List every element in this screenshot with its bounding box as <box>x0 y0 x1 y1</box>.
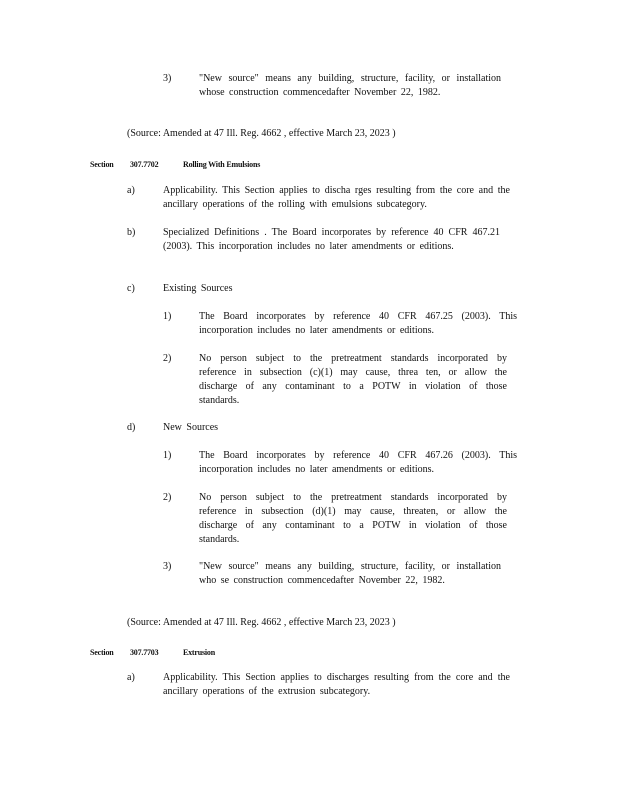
section-number: 307.7702 <box>130 160 159 169</box>
subsection-label: b) <box>127 227 136 238</box>
section-word: Section <box>90 648 114 657</box>
subsection-label: d) <box>127 422 136 433</box>
subsection-label: a) <box>127 672 135 683</box>
source-note-2: (Source: Amended at 47 Ill. Reg. 4662 , effective March 23, 2023 ) <box>127 617 396 628</box>
section-word: Section <box>90 160 114 169</box>
item-text: No person subject to the pretreatment standards incorporated by reference in subsection (c)(1) may cause, threa ten, or allow the discharge of any contaminant to a POTW in violation of those standards. <box>199 353 507 406</box>
subsection-text: Applicability. This Section applies to discha rges resulting from the core and the ancillary operations of the rolling with emulsions subcategory. <box>163 185 510 210</box>
section-title: Extrusion <box>183 648 215 657</box>
subsection-heading: New Sources <box>163 422 219 433</box>
item-text: The Board incorporates by reference 40 CFR 467.25 (2003). This incorporation includes no later amendments or editions. <box>199 311 517 336</box>
subsection-label: a) <box>127 185 135 196</box>
subsection-text: Specialized Definitions . The Board incorporates by reference 40 CFR 467.21 (2003). This incorporation includes no later amendments or editions. <box>163 227 500 252</box>
item-text: The Board incorporates by reference 40 CFR 467.26 (2003). This incorporation includes no later amendments or editions. <box>199 450 517 475</box>
subsection-text: Applicability. This Section applies to discharges resulting from the core and the ancillary operations of the extrusion subcategory. <box>163 672 510 697</box>
source-note-1: (Source: Amended at 47 Ill. Reg. 4662 , effective March 23, 2023 ) <box>127 128 396 139</box>
item-text: No person subject to the pretreatment standards incorporated by reference in subsection (d)(1) may cause, threaten, or allow the discharge of any contaminant to a POTW in violation of those standards. <box>199 492 507 545</box>
item-text: "New source" means any building, structure, facility, or installation whose construction commencedafter November 22, 1982. <box>199 73 501 98</box>
item-number: 2) <box>163 492 172 503</box>
item-number: 3) <box>163 73 172 84</box>
item-number: 1) <box>163 450 172 461</box>
item-number: 1) <box>163 311 172 322</box>
item-text: "New source" means any building, structure, facility, or installation who se construction commencedafter November 22, 1982. <box>199 561 501 586</box>
section-heading-307-7703 <box>90 646 290 660</box>
item-number: 2) <box>163 353 172 364</box>
section-heading-307-7702 <box>90 158 290 172</box>
section-title: Rolling With Emulsions <box>183 160 261 169</box>
top-new-source-item <box>0 72 618 116</box>
subsection-heading: Existing Sources <box>163 283 233 294</box>
section-number: 307.7703 <box>130 648 159 657</box>
subsection-label: c) <box>127 283 135 294</box>
item-number: 3) <box>163 561 172 572</box>
